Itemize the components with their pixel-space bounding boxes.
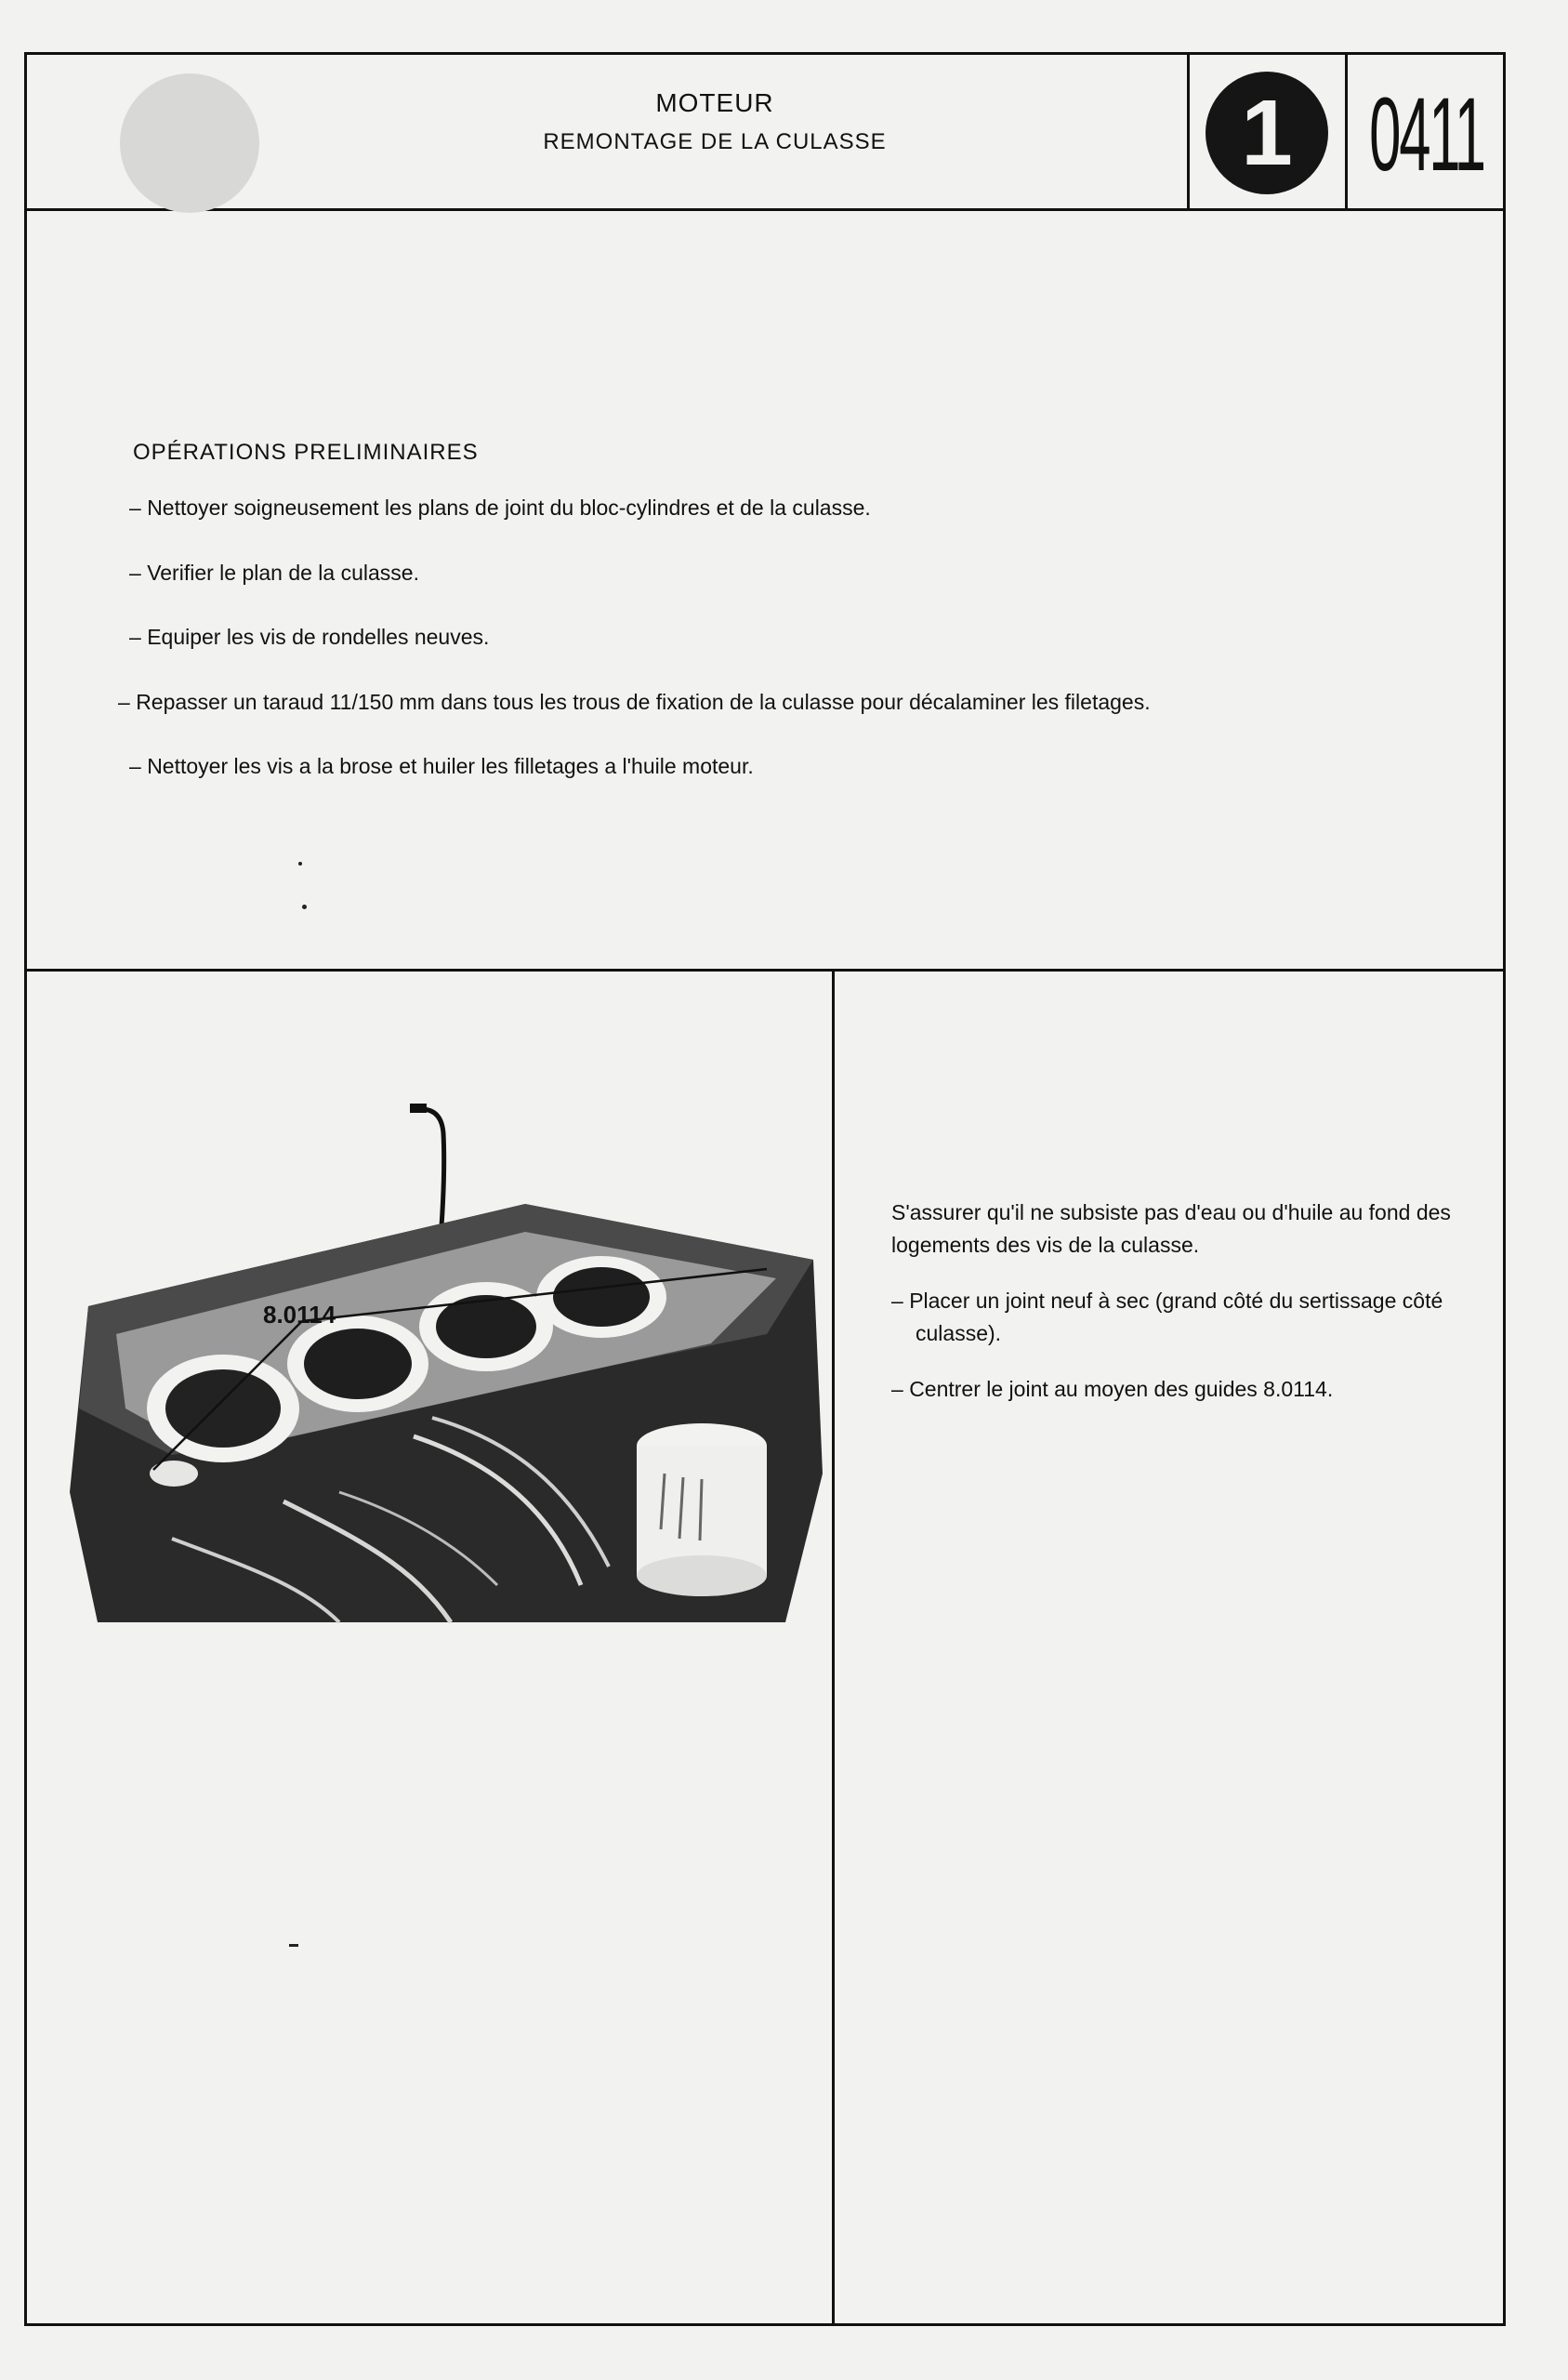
list-item: – Repasser un taraud 11/150 mm dans tous les trous de fixation de la culasse pour décalaminer les filetages. <box>118 690 1151 716</box>
list-item: – Verifier le plan de la culasse. <box>129 561 1151 587</box>
preliminary-operations-section <box>27 211 1503 972</box>
header-titles <box>241 88 1189 155</box>
page-code: 0411 <box>1369 75 1484 192</box>
page-header <box>27 55 1503 211</box>
instruction-paragraph: – Placer un joint neuf à sec (grand côté du sertissage côté culasse). <box>891 1285 1486 1349</box>
list-item: – Nettoyer les vis a la brose et huiler les filletages a l'huile moteur. <box>129 754 1151 780</box>
column-divider <box>832 972 835 2326</box>
instruction-paragraph: S'assurer qu'il ne subsiste pas d'eau ou d'huile au fond des logements des vis de la culasse. <box>891 1200 1451 1257</box>
engine-block-photo <box>60 1102 823 1641</box>
list-item: – Nettoyer soigneusement les plans de joint du bloc-cylindres et de la culasse. <box>129 496 1151 522</box>
page-subtitle: REMONTAGE DE LA CULASSE <box>543 129 887 154</box>
section-number: 1 <box>1241 81 1293 185</box>
print-speck <box>302 905 307 909</box>
engine-block-photo-icon <box>60 1102 823 1641</box>
section-heading: OPÉRATIONS PRELIMINAIRES <box>133 440 479 465</box>
instruction-paragraph: – Centrer le joint au moyen des guides 8.0114. <box>891 1373 1486 1406</box>
header-divider <box>1187 55 1190 211</box>
list-item: – Equiper les vis de rondelles neuves. <box>129 625 1151 651</box>
print-speck <box>289 1944 298 1947</box>
page-frame <box>24 52 1506 2326</box>
page-title: MOTEUR <box>655 88 774 117</box>
procedure-instructions <box>891 1197 1486 1430</box>
section-number-badge <box>1206 72 1328 194</box>
header-divider <box>1345 55 1348 211</box>
operations-list <box>129 496 1151 819</box>
bleed-through-mark <box>120 73 259 213</box>
tool-reference-label: 8.0114 <box>263 1301 336 1329</box>
print-speck <box>298 862 302 866</box>
procedure-section <box>27 972 1503 2326</box>
